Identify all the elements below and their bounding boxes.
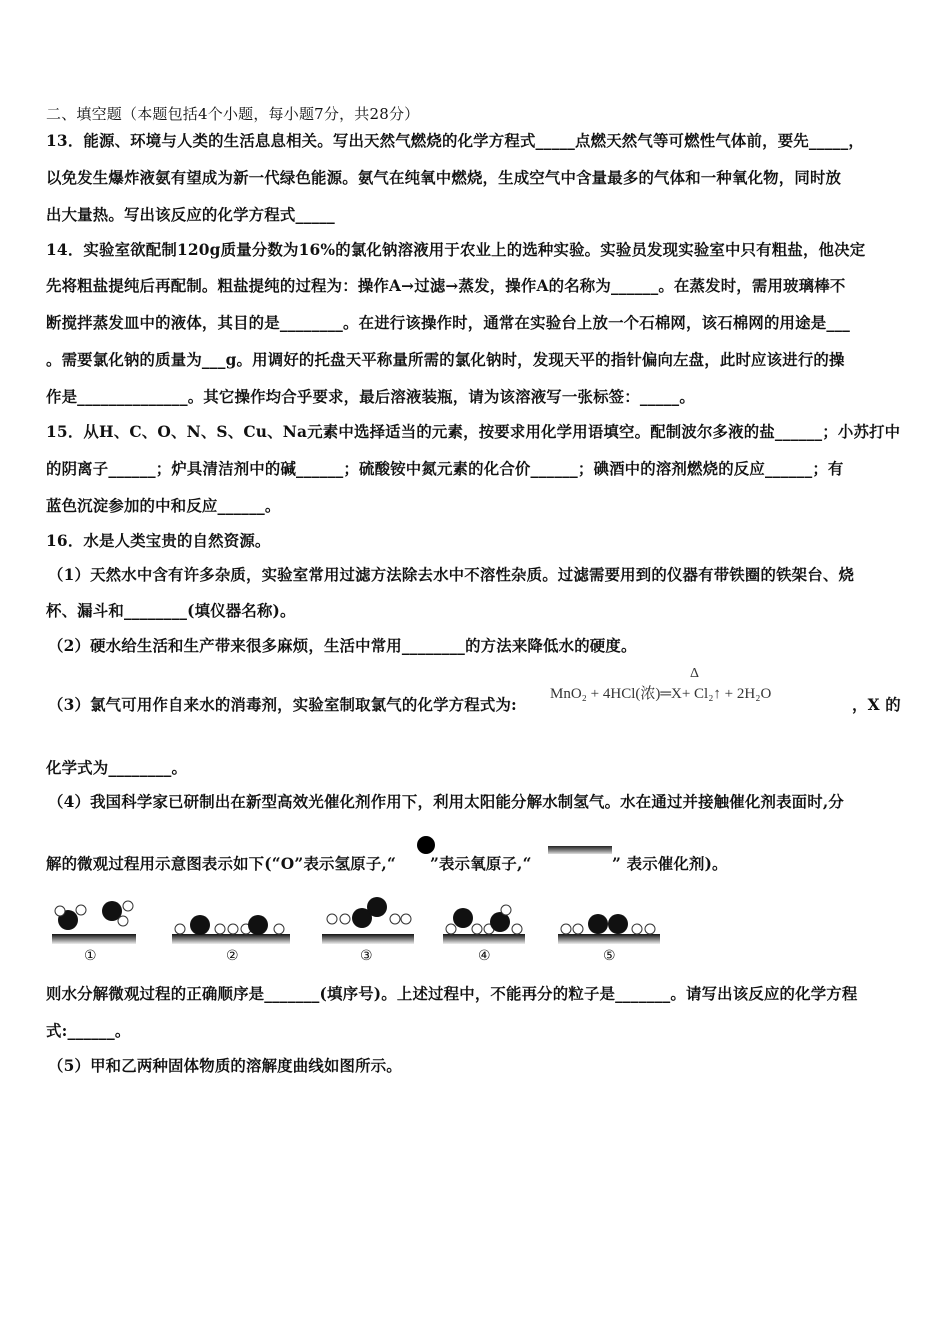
stage-1: [52, 901, 136, 944]
q16-p2: （2）硬水给生活和生产带来很多麻烦，生活中常用________的方法来降低水的硬度。: [48, 637, 637, 655]
q16-p4-line2a: 解的微观过程用示意图表示如下(“O”表示氢原子,“: [46, 855, 397, 873]
q13-line1: 13．能源、环境与人类的生活息息相关。写出天然气燃烧的化学方程式_____点燃天然气等可燃性气体前，要先_____，: [46, 132, 864, 150]
q13-line2: 以免发生爆炸液氨有望成为新一代绿色能源。氨气在纯氧中燃烧，生成空气中含量最多的气体和一种氧化物，同时放: [46, 169, 842, 187]
stage-2: [172, 915, 290, 944]
catalyst-icon: [548, 846, 612, 854]
q16-p3-tail: ，X 的: [852, 696, 901, 714]
stage-label-3: ③: [360, 948, 373, 964]
q13-line3: 出大量热。写出该反应的化学方程式_____: [46, 206, 335, 224]
stage-3: [322, 897, 414, 944]
q16-p4-line2c: ” 表示催化剂)。: [612, 855, 728, 873]
q14-line4: 。需要氯化钠的质量为___g。用调好的托盘天平称量所需的氯化钠时，发现天平的指针偏向左盘，此时应该进行的操: [46, 351, 845, 369]
q16-p1-line1: （1）天然水中含有许多杂质，实验室常用过滤方法除去水中不溶性杂质。过滤需要用到的仪器有带铁圈的铁架台、烧: [48, 566, 855, 584]
stage-label-5: ⑤: [603, 948, 616, 964]
q14-line3: 断搅拌蒸发皿中的液体，其目的是________。在进行该操作时，通常在实验台上放一个石棉网，该石棉网的用途是___: [46, 314, 851, 332]
section-heading: 二、填空题（本题包括4个小题，每小题7分，共28分）: [46, 105, 420, 123]
stage-label-1: ①: [84, 948, 97, 964]
q14-line5: 作是______________。其它操作均合乎要求，最后溶液装瓶，请为该溶液写一张标签：_____。: [46, 388, 695, 406]
q14-line1: 14．实验室欲配制120g质量分数为16%的氯化钠溶液用于农业上的选种实验。实验员发现实验室中只有粗盐，他决定: [46, 241, 866, 259]
q16-p3-line2: 化学式为________。: [46, 759, 188, 777]
q16-p1-line2: 杯、漏斗和________(填仪器名称)。: [46, 602, 296, 620]
stage-4: [443, 905, 525, 944]
q15-line3: 蓝色沉淀参加的中和反应______。: [46, 497, 281, 515]
q16-p4-line2b: ”表示氧原子,“: [430, 855, 532, 873]
q16-p5: （5）甲和乙两种固体物质的溶解度曲线如图所示。: [48, 1057, 402, 1075]
chlorine-equation: MnO₂ + 4HCl(浓)═X+ Cl₂↑ + 2H₂O: [550, 686, 772, 702]
q15-line2: 的阴离子______；炉具清洁剂中的碱______；硫酸铵中氮元素的化合价______；碘酒中的溶剂燃烧的反应______；有: [46, 460, 844, 478]
q14-line2: 先将粗盐提纯后再配制。粗盐提纯的过程为：操作A→过滤→蒸发，操作A的名称为______。在蒸发时，需用玻璃棒不: [46, 277, 846, 295]
heat-delta-symbol: Δ: [690, 666, 700, 681]
q16-p3-text: （3）氯气可用作自来水的消毒剂，实验室制取氯气的化学方程式为:: [48, 696, 517, 714]
stage-label-2: ②: [226, 948, 239, 964]
q15-line1: 15．从H、C、O、N、S、Cu、Na元素中选择适当的元素，按要求用化学用语填空。配制波尔多液的盐______；小苏打中: [46, 423, 901, 441]
stage-label-4: ④: [478, 948, 491, 964]
stage-5: [558, 914, 660, 944]
q16-title: 16．水是人类宝贵的自然资源。: [46, 532, 271, 550]
q16-p4-line4: 式:______。: [46, 1022, 131, 1040]
q16-p4-line1: （4）我国科学家已研制出在新型高效光催化剂作用下，利用太阳能分解水制氢气。水在通过并接触催化剂表面时,分: [48, 793, 844, 811]
q16-p4-line3: 则水分解微观过程的正确顺序是_______(填序号)。上述过程中，不能再分的粒子是_______。请写出该反应的化学方程: [46, 985, 858, 1003]
